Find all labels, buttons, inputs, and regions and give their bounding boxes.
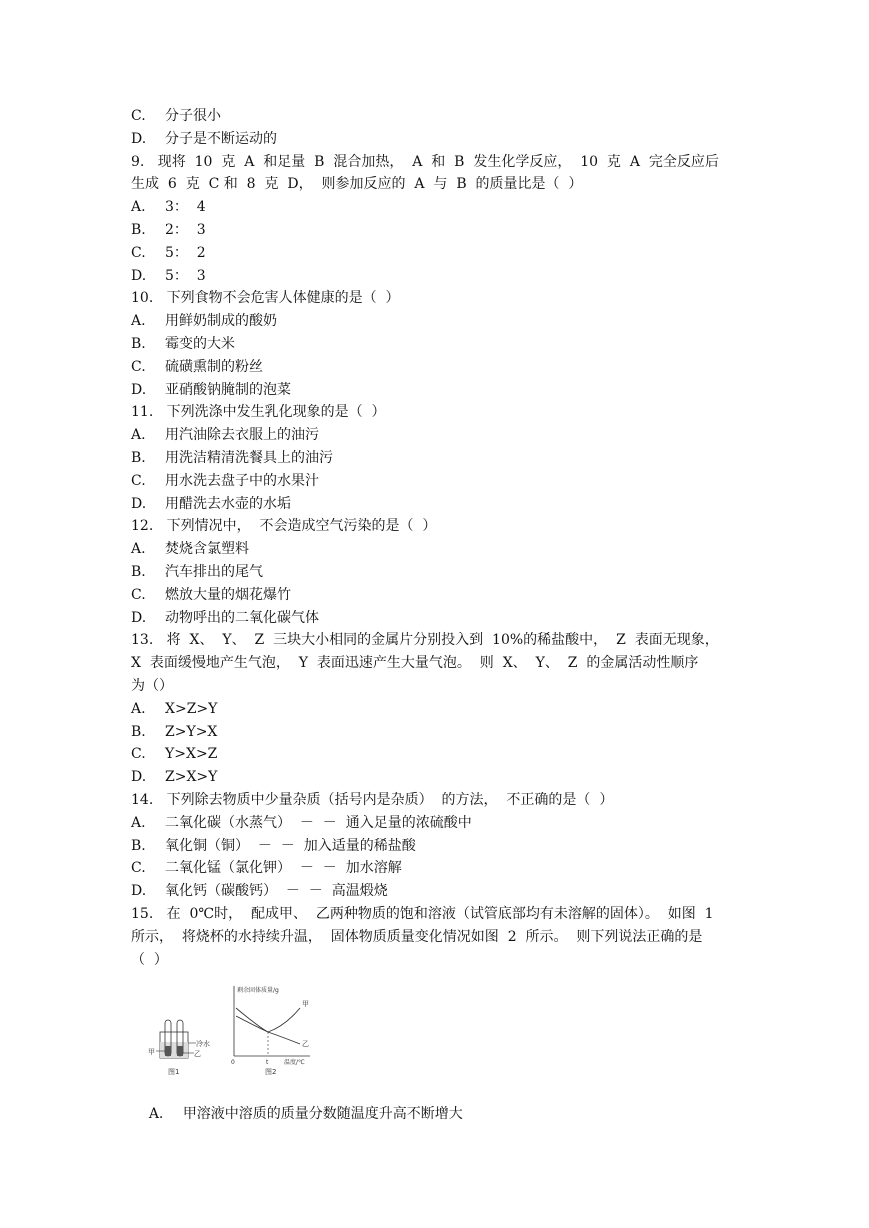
option-line xyxy=(131,813,741,833)
option-label: C. xyxy=(131,358,146,375)
option-text: 硫磺熏制的粉丝 xyxy=(165,358,263,375)
option-label: D. xyxy=(131,130,147,147)
option-text: Z>X>Y xyxy=(165,769,218,786)
question-text-line: 12. 下列情况中， 不会造成空气污染的是（ ） xyxy=(131,518,437,535)
option-text: 动物呼出的二氧化碳气体 xyxy=(165,609,319,626)
option-label: B. xyxy=(131,564,146,580)
option-label: A. xyxy=(131,427,146,444)
option-text: 2： 3 xyxy=(165,222,206,238)
option-line xyxy=(131,311,741,331)
fig2-graph xyxy=(231,986,310,1076)
option-line xyxy=(131,266,741,286)
option-line xyxy=(131,243,741,263)
option-text: 分子是不断运动的 xyxy=(165,130,277,147)
option-label: C. xyxy=(131,586,146,603)
option-label: C. xyxy=(131,472,146,489)
option-label: D. xyxy=(131,883,147,900)
fig1-water-label: 冷水 xyxy=(196,1040,210,1048)
option-label: D. xyxy=(131,381,147,398)
question-text-line: X 表面缓慢地产生气泡， Y 表面迅速产生大量气泡。 则 X、 Y、 Z 的金属活动性顺序 xyxy=(131,655,699,672)
question-text-line: 15. 在 0℃时， 配成甲、 乙两种物质的饱和溶液（试管底部均有未溶解的固体）。 如图 1 xyxy=(131,906,714,922)
option-line xyxy=(131,767,741,787)
option-line xyxy=(131,1084,741,1122)
fig2-jia-label: 甲 xyxy=(302,1000,309,1008)
option-label: B. xyxy=(131,222,146,238)
option-line xyxy=(131,334,741,354)
option-text: 甲溶液中溶质的质量分数随温度升高不断增大 xyxy=(182,1106,463,1122)
option-label: B. xyxy=(131,837,146,854)
fig1-jia-label: 甲 xyxy=(148,1048,155,1056)
option-label: C. xyxy=(131,746,146,763)
option-label: D. xyxy=(131,267,147,284)
option-text: 亚硝酸钠腌制的泡菜 xyxy=(165,381,291,398)
question-text-line: 11. 下列洗涤中发生乳化现象的是（ ） xyxy=(131,404,386,421)
option-label: A. xyxy=(148,1106,164,1122)
option-label: D. xyxy=(131,609,147,626)
option-text: Y>X>Z xyxy=(165,746,218,763)
option-line xyxy=(131,744,741,764)
option-label: A. xyxy=(131,199,146,216)
fig2-origin: 0 xyxy=(231,1059,235,1066)
option-text: 燃放大量的烟花爆竹 xyxy=(165,586,291,603)
fig2-yi-label: 乙 xyxy=(302,1040,309,1048)
option-line xyxy=(131,585,741,605)
option-line xyxy=(131,722,741,742)
option-text: 氧化铜（铜） － － 加入适量的稀盐酸 xyxy=(165,837,416,854)
question-text-line: 所示， 将烧杯的水持续升温， 固体物质质量变化情况如图 2 所示。 则下列说法正确的是 xyxy=(131,928,703,945)
option-text: 二氧化碳（水蒸气） － － 通入足量的浓硫酸中 xyxy=(165,814,472,831)
question-text-line: （ ） xyxy=(131,951,168,968)
option-text: 用醋洗去水壶的水垢 xyxy=(165,495,291,512)
option-text: 焚烧含氯塑料 xyxy=(165,541,249,558)
option-label: A. xyxy=(131,814,146,831)
option-line xyxy=(131,106,741,126)
option-label: B. xyxy=(131,723,146,740)
question-text-line: 13. 将 X、 Y、 Z 三块大小相同的金属片分别投入到 10%的稀盐酸中， Z 表面无现象， xyxy=(131,632,719,649)
fig1-beaker-diagram xyxy=(148,1020,210,1076)
option-text: 二氧化锰（氯化钾） － － 加水溶解 xyxy=(165,860,402,877)
option-line xyxy=(131,197,741,217)
fig1-yi-label: 乙 xyxy=(194,1050,201,1058)
option-text: 用汽油除去衣服上的油污 xyxy=(165,427,319,444)
option-text: 3： 4 xyxy=(165,199,206,216)
option-line xyxy=(131,357,741,377)
option-line xyxy=(131,608,741,628)
option-label: C. xyxy=(131,244,146,261)
option-label: A. xyxy=(131,700,146,717)
option-line xyxy=(131,539,741,559)
option-line xyxy=(131,448,741,468)
option-line xyxy=(131,494,741,514)
figure-1-2 xyxy=(150,980,330,1080)
option-line xyxy=(131,380,741,400)
option-line xyxy=(131,836,741,856)
option-text: X>Z>Y xyxy=(165,700,218,717)
question-text-line: 生成 6 克 C 和 8 克 D， 则参加反应的 A 与 B 的质量比是（ ） xyxy=(131,176,583,193)
fig2-curve-jia xyxy=(236,1008,300,1032)
option-line xyxy=(131,471,741,491)
fig2-xlabel: 温度/℃ xyxy=(284,1059,305,1066)
option-text: 汽车排出的尾气 xyxy=(165,564,263,580)
option-text: Z>Y>X xyxy=(165,723,218,740)
option-label: A. xyxy=(131,541,146,558)
option-label: B. xyxy=(131,336,146,352)
option-label: C. xyxy=(131,108,146,124)
option-text: 分子很小 xyxy=(165,108,221,124)
option-line xyxy=(131,858,741,878)
question-text-line: 14. 下列除去物质中少量杂质（括号内是杂质） 的方法， 不正确的是（ ） xyxy=(131,792,614,808)
question-text-line: 9. 现将 10 克 A 和足量 B 混合加热， A 和 B 发生化学反应， 10 克 A 完全反应后 xyxy=(131,153,719,170)
option-label: A. xyxy=(131,313,146,330)
option-line xyxy=(131,699,741,719)
fig2-curve-yi xyxy=(236,1016,300,1044)
option-text: 5： 3 xyxy=(165,267,206,284)
option-label: B. xyxy=(131,450,146,466)
option-line xyxy=(131,220,741,240)
option-text: 霉变的大米 xyxy=(165,336,235,352)
option-text: 5： 2 xyxy=(165,244,206,261)
fig1-caption: 图1 xyxy=(168,1068,180,1076)
option-text: 用鲜奶制成的酸奶 xyxy=(165,313,277,330)
question-text-line: 10. 下列食物不会危害人体健康的是（ ） xyxy=(131,290,400,307)
option-label: D. xyxy=(131,495,147,512)
option-line xyxy=(131,562,741,582)
option-line xyxy=(131,881,741,901)
option-text: 用水洗去盘子中的水果汁 xyxy=(165,472,319,489)
option-label: D. xyxy=(131,769,147,786)
question-text-line: 为（） xyxy=(131,678,173,694)
option-text: 用洗洁精清洗餐具上的油污 xyxy=(165,450,333,466)
option-line xyxy=(131,425,741,445)
fig2-caption: 图2 xyxy=(265,1068,277,1076)
fig2-ylabel: 剩余固体质量/g xyxy=(237,987,279,994)
fig2-t-tick: t xyxy=(266,1059,269,1066)
option-text: 氧化钙（碳酸钙） － － 高温煅烧 xyxy=(165,883,388,900)
option-line xyxy=(131,129,741,149)
option-label: C. xyxy=(131,860,146,877)
